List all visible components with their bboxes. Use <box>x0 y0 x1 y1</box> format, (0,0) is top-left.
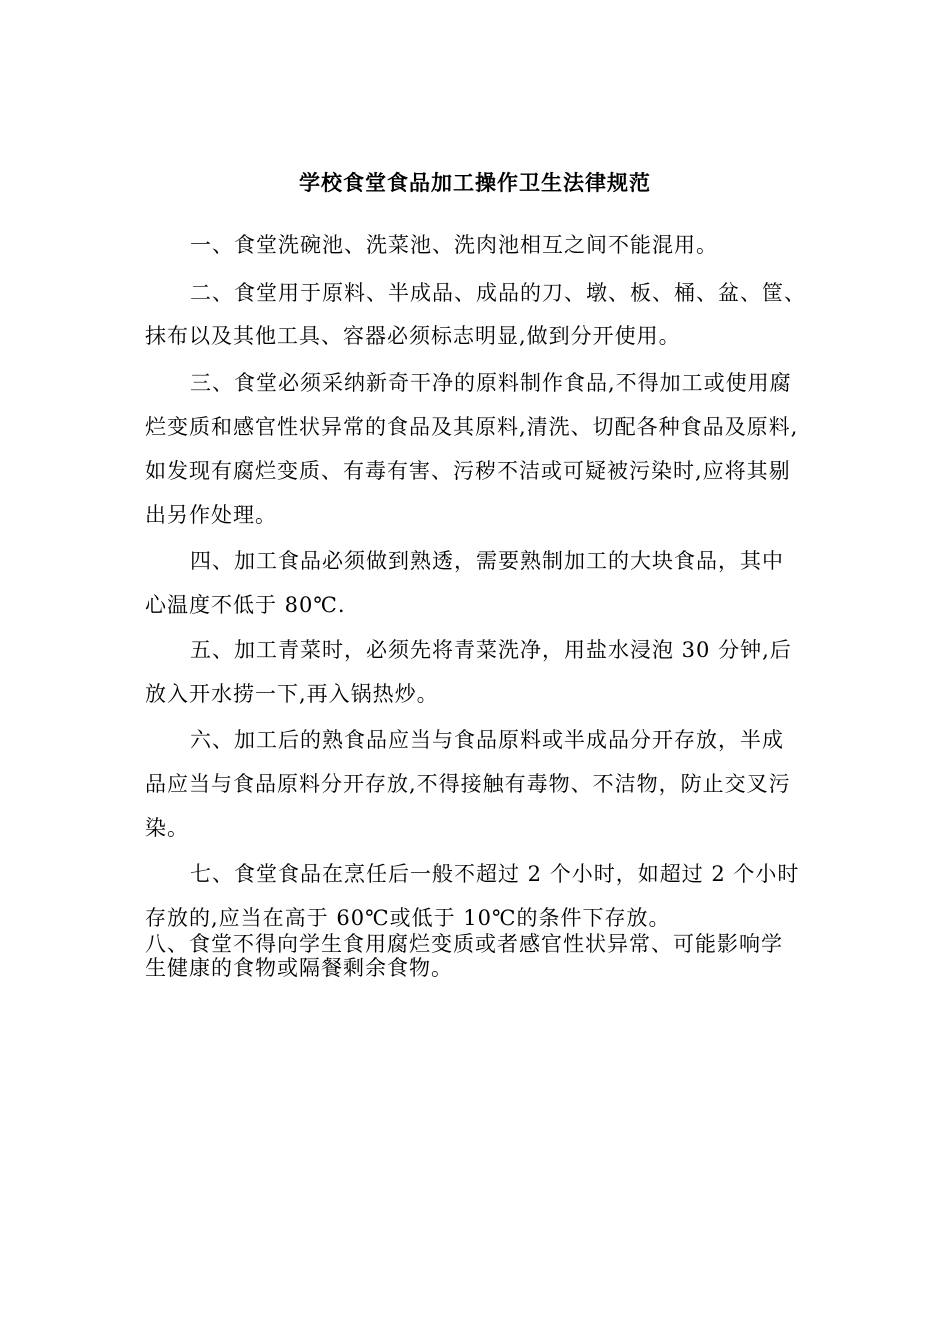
rule-8-line-2: 生健康的食物或隔餐剩余食物。 <box>145 956 453 980</box>
rule-4-line-2: 心温度不低于 80℃. <box>145 593 346 617</box>
rule-7-line-1: 七、食堂食品在烹任后一般不超过 2 个小时，如超过 2 个小时 <box>190 862 800 886</box>
rule-2-line-2: 抹布以及其他工具、容器必须标志明显,做到分开使用。 <box>145 324 681 348</box>
document-title: 学校食堂食品加工操作卫生法律规范 <box>299 170 651 195</box>
rule-5-line-1: 五、加工青菜时，必须先将青菜洗净，用盐水浸泡 30 分钟,后 <box>190 638 792 662</box>
rule-3-line-1: 三、食堂必须采纳新奇干净的原料制作食品,不得加工或使用腐 <box>190 371 792 395</box>
rule-8-line-1: 八、食堂不得向学生食用腐烂变质或者感官性状异常、可能影响学 <box>145 932 783 956</box>
rule-7-line-2: 存放的,应当在高于 60℃或低于 10℃的条件下存放。 <box>145 906 671 930</box>
rule-1-line-1: 一、食堂洗碗池、洗菜池、洗肉池相互之间不能混用。 <box>190 233 718 257</box>
rule-6-line-1: 六、加工后的熟食品应当与食品原料或半成品分开存放，半成 <box>190 728 784 752</box>
rule-3-line-2: 烂变质和感官性状异常的食品及其原料,清洗、切配各种食品及原料, <box>145 415 799 439</box>
rule-3-line-4: 出另作处理。 <box>145 503 277 527</box>
rule-2-line-1: 二、食堂用于原料、半成品、成品的刀、墩、板、桶、盆、筐、 <box>190 281 806 305</box>
rule-6-line-2: 品应当与食品原料分开存放,不得接触有毒物、不洁物，防止交叉污 <box>145 772 791 796</box>
rule-3-line-3: 如发现有腐烂变质、有毒有害、污秽不洁或可疑被污染时,应将其剔 <box>145 459 791 483</box>
rule-4-line-1: 四、加工食品必须做到熟透，需要熟制加工的大块食品，其中 <box>190 549 784 573</box>
rule-6-line-3: 染。 <box>145 816 189 840</box>
rule-5-line-2: 放入开水捞一下,再入锅热炒。 <box>145 682 439 706</box>
